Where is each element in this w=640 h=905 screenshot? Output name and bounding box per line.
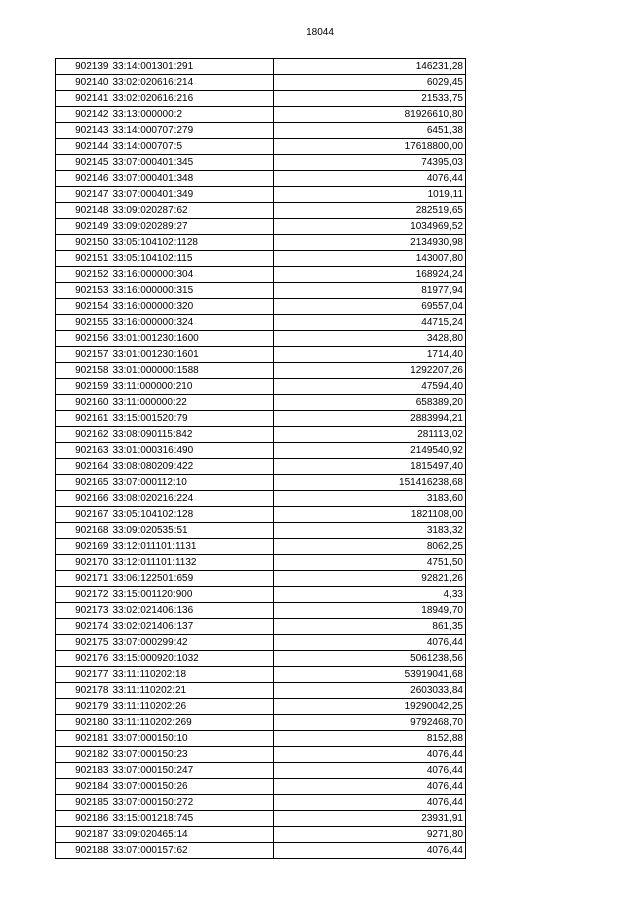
cadastral-number: 33:07:000150:247 [111, 763, 274, 779]
cadastral-number: 33:07:000112:10 [111, 475, 274, 491]
table-row [56, 155, 466, 171]
row-id: 902139 [56, 59, 111, 75]
table-row [56, 203, 466, 219]
table-row [56, 59, 466, 75]
cadastral-value: 1019,11 [274, 187, 466, 203]
cadastral-value: 143007,80 [274, 251, 466, 267]
cadastral-number: 33:02:020616:214 [111, 75, 274, 91]
table-row [56, 779, 466, 795]
table-row [56, 443, 466, 459]
row-id: 902164 [56, 459, 111, 475]
row-id: 902184 [56, 779, 111, 795]
cadastral-value: 4076,44 [274, 171, 466, 187]
cadastral-value: 4076,44 [274, 747, 466, 763]
cadastral-value: 2149540,92 [274, 443, 466, 459]
cadastral-number: 33:11:110202:26 [111, 699, 274, 715]
cadastral-value: 74395,03 [274, 155, 466, 171]
cadastral-value: 3183,60 [274, 491, 466, 507]
table-row [56, 139, 466, 155]
row-id: 902147 [56, 187, 111, 203]
cadastral-number: 33:14:001301:291 [111, 59, 274, 75]
cadastral-value: 861,35 [274, 619, 466, 635]
row-id: 902173 [56, 603, 111, 619]
row-id: 902142 [56, 107, 111, 123]
cadastral-value: 92821,26 [274, 571, 466, 587]
cadastral-value: 1714,40 [274, 347, 466, 363]
cadastral-value: 281113,02 [274, 427, 466, 443]
row-id: 902172 [56, 587, 111, 603]
table-row [56, 187, 466, 203]
table-row [56, 411, 466, 427]
row-id: 902161 [56, 411, 111, 427]
table-row [56, 235, 466, 251]
row-id: 902141 [56, 91, 111, 107]
cadastral-value: 146231,28 [274, 59, 466, 75]
cadastral-number: 33:08:090115:842 [111, 427, 274, 443]
cadastral-number: 33:09:020465:14 [111, 827, 274, 843]
cadastral-number: 33:16:000000:320 [111, 299, 274, 315]
cadastral-value: 2883994,21 [274, 411, 466, 427]
table-row [56, 395, 466, 411]
table-row [56, 539, 466, 555]
cadastral-number: 33:06:122501:659 [111, 571, 274, 587]
cadastral-number: 33:02:020616:216 [111, 91, 274, 107]
table-row [56, 123, 466, 139]
row-id: 902188 [56, 843, 111, 859]
cadastral-number: 33:13:000000:2 [111, 107, 274, 123]
row-id: 902146 [56, 171, 111, 187]
cadastral-number: 33:05:104102:1128 [111, 235, 274, 251]
row-id: 902175 [56, 635, 111, 651]
table-row [56, 315, 466, 331]
row-id: 902182 [56, 747, 111, 763]
row-id: 902152 [56, 267, 111, 283]
cadastral-number: 33:01:000316:490 [111, 443, 274, 459]
table-row [56, 763, 466, 779]
table-row [56, 667, 466, 683]
table-row [56, 427, 466, 443]
cadastral-number: 33:07:000150:10 [111, 731, 274, 747]
row-id: 902179 [56, 699, 111, 715]
row-id: 902165 [56, 475, 111, 491]
table-row [56, 651, 466, 667]
cadastral-number: 33:14:000707:5 [111, 139, 274, 155]
cadastral-number: 33:09:020535:51 [111, 523, 274, 539]
row-id: 902145 [56, 155, 111, 171]
data-table [55, 58, 466, 859]
row-id: 902186 [56, 811, 111, 827]
table-row [56, 843, 466, 859]
cadastral-number: 33:07:000150:272 [111, 795, 274, 811]
cadastral-value: 658389,20 [274, 395, 466, 411]
row-id: 902143 [56, 123, 111, 139]
row-id: 902160 [56, 395, 111, 411]
row-id: 902185 [56, 795, 111, 811]
cadastral-number: 33:07:000401:348 [111, 171, 274, 187]
cadastral-number: 33:07:000157:62 [111, 843, 274, 859]
cadastral-value: 3428,80 [274, 331, 466, 347]
cadastral-value: 81977,94 [274, 283, 466, 299]
cadastral-number: 33:11:110202:21 [111, 683, 274, 699]
cadastral-value: 17618800,00 [274, 139, 466, 155]
row-id: 902157 [56, 347, 111, 363]
cadastral-value: 1292207,26 [274, 363, 466, 379]
cadastral-number: 33:07:000299:42 [111, 635, 274, 651]
cadastral-value: 47594,40 [274, 379, 466, 395]
row-id: 902156 [56, 331, 111, 347]
table-row [56, 107, 466, 123]
cadastral-number: 33:14:000707:279 [111, 123, 274, 139]
row-id: 902163 [56, 443, 111, 459]
table-row [56, 619, 466, 635]
row-id: 902170 [56, 555, 111, 571]
row-id: 902155 [56, 315, 111, 331]
table-row [56, 299, 466, 315]
cadastral-value: 44715,24 [274, 315, 466, 331]
row-id: 902169 [56, 539, 111, 555]
cadastral-value: 1034969,52 [274, 219, 466, 235]
cadastral-number: 33:12:011101:1132 [111, 555, 274, 571]
table-row [56, 379, 466, 395]
cadastral-value: 6451,38 [274, 123, 466, 139]
cadastral-number: 33:11:000000:210 [111, 379, 274, 395]
table-row [56, 555, 466, 571]
row-id: 902167 [56, 507, 111, 523]
row-id: 902158 [56, 363, 111, 379]
cadastral-value: 151416238,68 [274, 475, 466, 491]
cadastral-value: 21533,75 [274, 91, 466, 107]
row-id: 902176 [56, 651, 111, 667]
cadastral-number: 33:01:000000:1588 [111, 363, 274, 379]
row-id: 902148 [56, 203, 111, 219]
table-row [56, 459, 466, 475]
table-body [56, 59, 466, 859]
row-id: 902144 [56, 139, 111, 155]
cadastral-number: 33:02:021406:136 [111, 603, 274, 619]
table-row [56, 507, 466, 523]
table-row [56, 603, 466, 619]
cadastral-value: 2603033,84 [274, 683, 466, 699]
cadastral-number: 33:02:021406:137 [111, 619, 274, 635]
table-row [56, 75, 466, 91]
row-id: 902181 [56, 731, 111, 747]
cadastral-value: 2134930,98 [274, 235, 466, 251]
row-id: 902154 [56, 299, 111, 315]
cadastral-number: 33:16:000000:324 [111, 315, 274, 331]
row-id: 902140 [56, 75, 111, 91]
table-row [56, 827, 466, 843]
cadastral-value: 3183,32 [274, 523, 466, 539]
row-id: 902187 [56, 827, 111, 843]
table-row [56, 171, 466, 187]
cadastral-number: 33:09:020289:27 [111, 219, 274, 235]
cadastral-number: 33:11:110202:18 [111, 667, 274, 683]
table-row [56, 635, 466, 651]
cadastral-value: 282519,65 [274, 203, 466, 219]
cadastral-value: 19290042,25 [274, 699, 466, 715]
table-row [56, 347, 466, 363]
cadastral-number: 33:08:020216:224 [111, 491, 274, 507]
cadastral-number: 33:15:000920:1032 [111, 651, 274, 667]
cadastral-value: 1815497,40 [274, 459, 466, 475]
page-number: 18044 [306, 27, 334, 38]
cadastral-number: 33:12:011101:1131 [111, 539, 274, 555]
row-id: 902183 [56, 763, 111, 779]
cadastral-value: 53919041,68 [274, 667, 466, 683]
cadastral-value: 168924,24 [274, 267, 466, 283]
table-row [56, 747, 466, 763]
table-row [56, 251, 466, 267]
row-id: 902166 [56, 491, 111, 507]
cadastral-number: 33:07:000150:26 [111, 779, 274, 795]
row-id: 902153 [56, 283, 111, 299]
cadastral-value: 1821108,00 [274, 507, 466, 523]
cadastral-number: 33:15:001520:79 [111, 411, 274, 427]
cadastral-value: 23931,91 [274, 811, 466, 827]
cadastral-value: 9271,80 [274, 827, 466, 843]
cadastral-value: 81926610,80 [274, 107, 466, 123]
table-row [56, 715, 466, 731]
row-id: 902171 [56, 571, 111, 587]
table-row [56, 811, 466, 827]
cadastral-number: 33:05:104102:128 [111, 507, 274, 523]
row-id: 902150 [56, 235, 111, 251]
cadastral-number: 33:07:000401:345 [111, 155, 274, 171]
table-row [56, 219, 466, 235]
cadastral-number: 33:08:080209:422 [111, 459, 274, 475]
cadastral-number: 33:09:020287:62 [111, 203, 274, 219]
row-id: 902151 [56, 251, 111, 267]
cadastral-number: 33:16:000000:304 [111, 267, 274, 283]
cadastral-value: 4076,44 [274, 795, 466, 811]
table-row [56, 363, 466, 379]
cadastral-number: 33:07:000150:23 [111, 747, 274, 763]
table-row [56, 587, 466, 603]
table-row [56, 795, 466, 811]
cadastral-number: 33:05:104102:115 [111, 251, 274, 267]
table-row [56, 699, 466, 715]
cadastral-value: 18949,70 [274, 603, 466, 619]
row-id: 902168 [56, 523, 111, 539]
table-row [56, 731, 466, 747]
table-row [56, 571, 466, 587]
cadastral-number: 33:01:001230:1600 [111, 331, 274, 347]
cadastral-value: 6029,45 [274, 75, 466, 91]
cadastral-value: 4076,44 [274, 763, 466, 779]
cadastral-value: 8062,25 [274, 539, 466, 555]
row-id: 902162 [56, 427, 111, 443]
row-id: 902177 [56, 667, 111, 683]
table-row [56, 523, 466, 539]
cadastral-value: 4,33 [274, 587, 466, 603]
cadastral-number: 33:15:001120:900 [111, 587, 274, 603]
cadastral-value: 4751,50 [274, 555, 466, 571]
cadastral-number: 33:15:001218:745 [111, 811, 274, 827]
cadastral-value: 9792468,70 [274, 715, 466, 731]
cadastral-number: 33:07:000401:349 [111, 187, 274, 203]
row-id: 902159 [56, 379, 111, 395]
row-id: 902178 [56, 683, 111, 699]
row-id: 902180 [56, 715, 111, 731]
cadastral-number: 33:01:001230:1601 [111, 347, 274, 363]
cadastral-value: 4076,44 [274, 843, 466, 859]
table-row [56, 283, 466, 299]
cadastral-value: 8152,88 [274, 731, 466, 747]
table-row [56, 683, 466, 699]
table-row [56, 475, 466, 491]
row-id: 902149 [56, 219, 111, 235]
table-row [56, 331, 466, 347]
cadastral-number: 33:16:000000:315 [111, 283, 274, 299]
cadastral-number: 33:11:000000:22 [111, 395, 274, 411]
cadastral-value: 69557,04 [274, 299, 466, 315]
table-row [56, 267, 466, 283]
row-id: 902174 [56, 619, 111, 635]
cadastral-value: 4076,44 [274, 779, 466, 795]
cadastral-number: 33:11:110202:269 [111, 715, 274, 731]
table-row [56, 491, 466, 507]
table-row [56, 91, 466, 107]
cadastral-value: 4076,44 [274, 635, 466, 651]
cadastral-value: 5061238,56 [274, 651, 466, 667]
